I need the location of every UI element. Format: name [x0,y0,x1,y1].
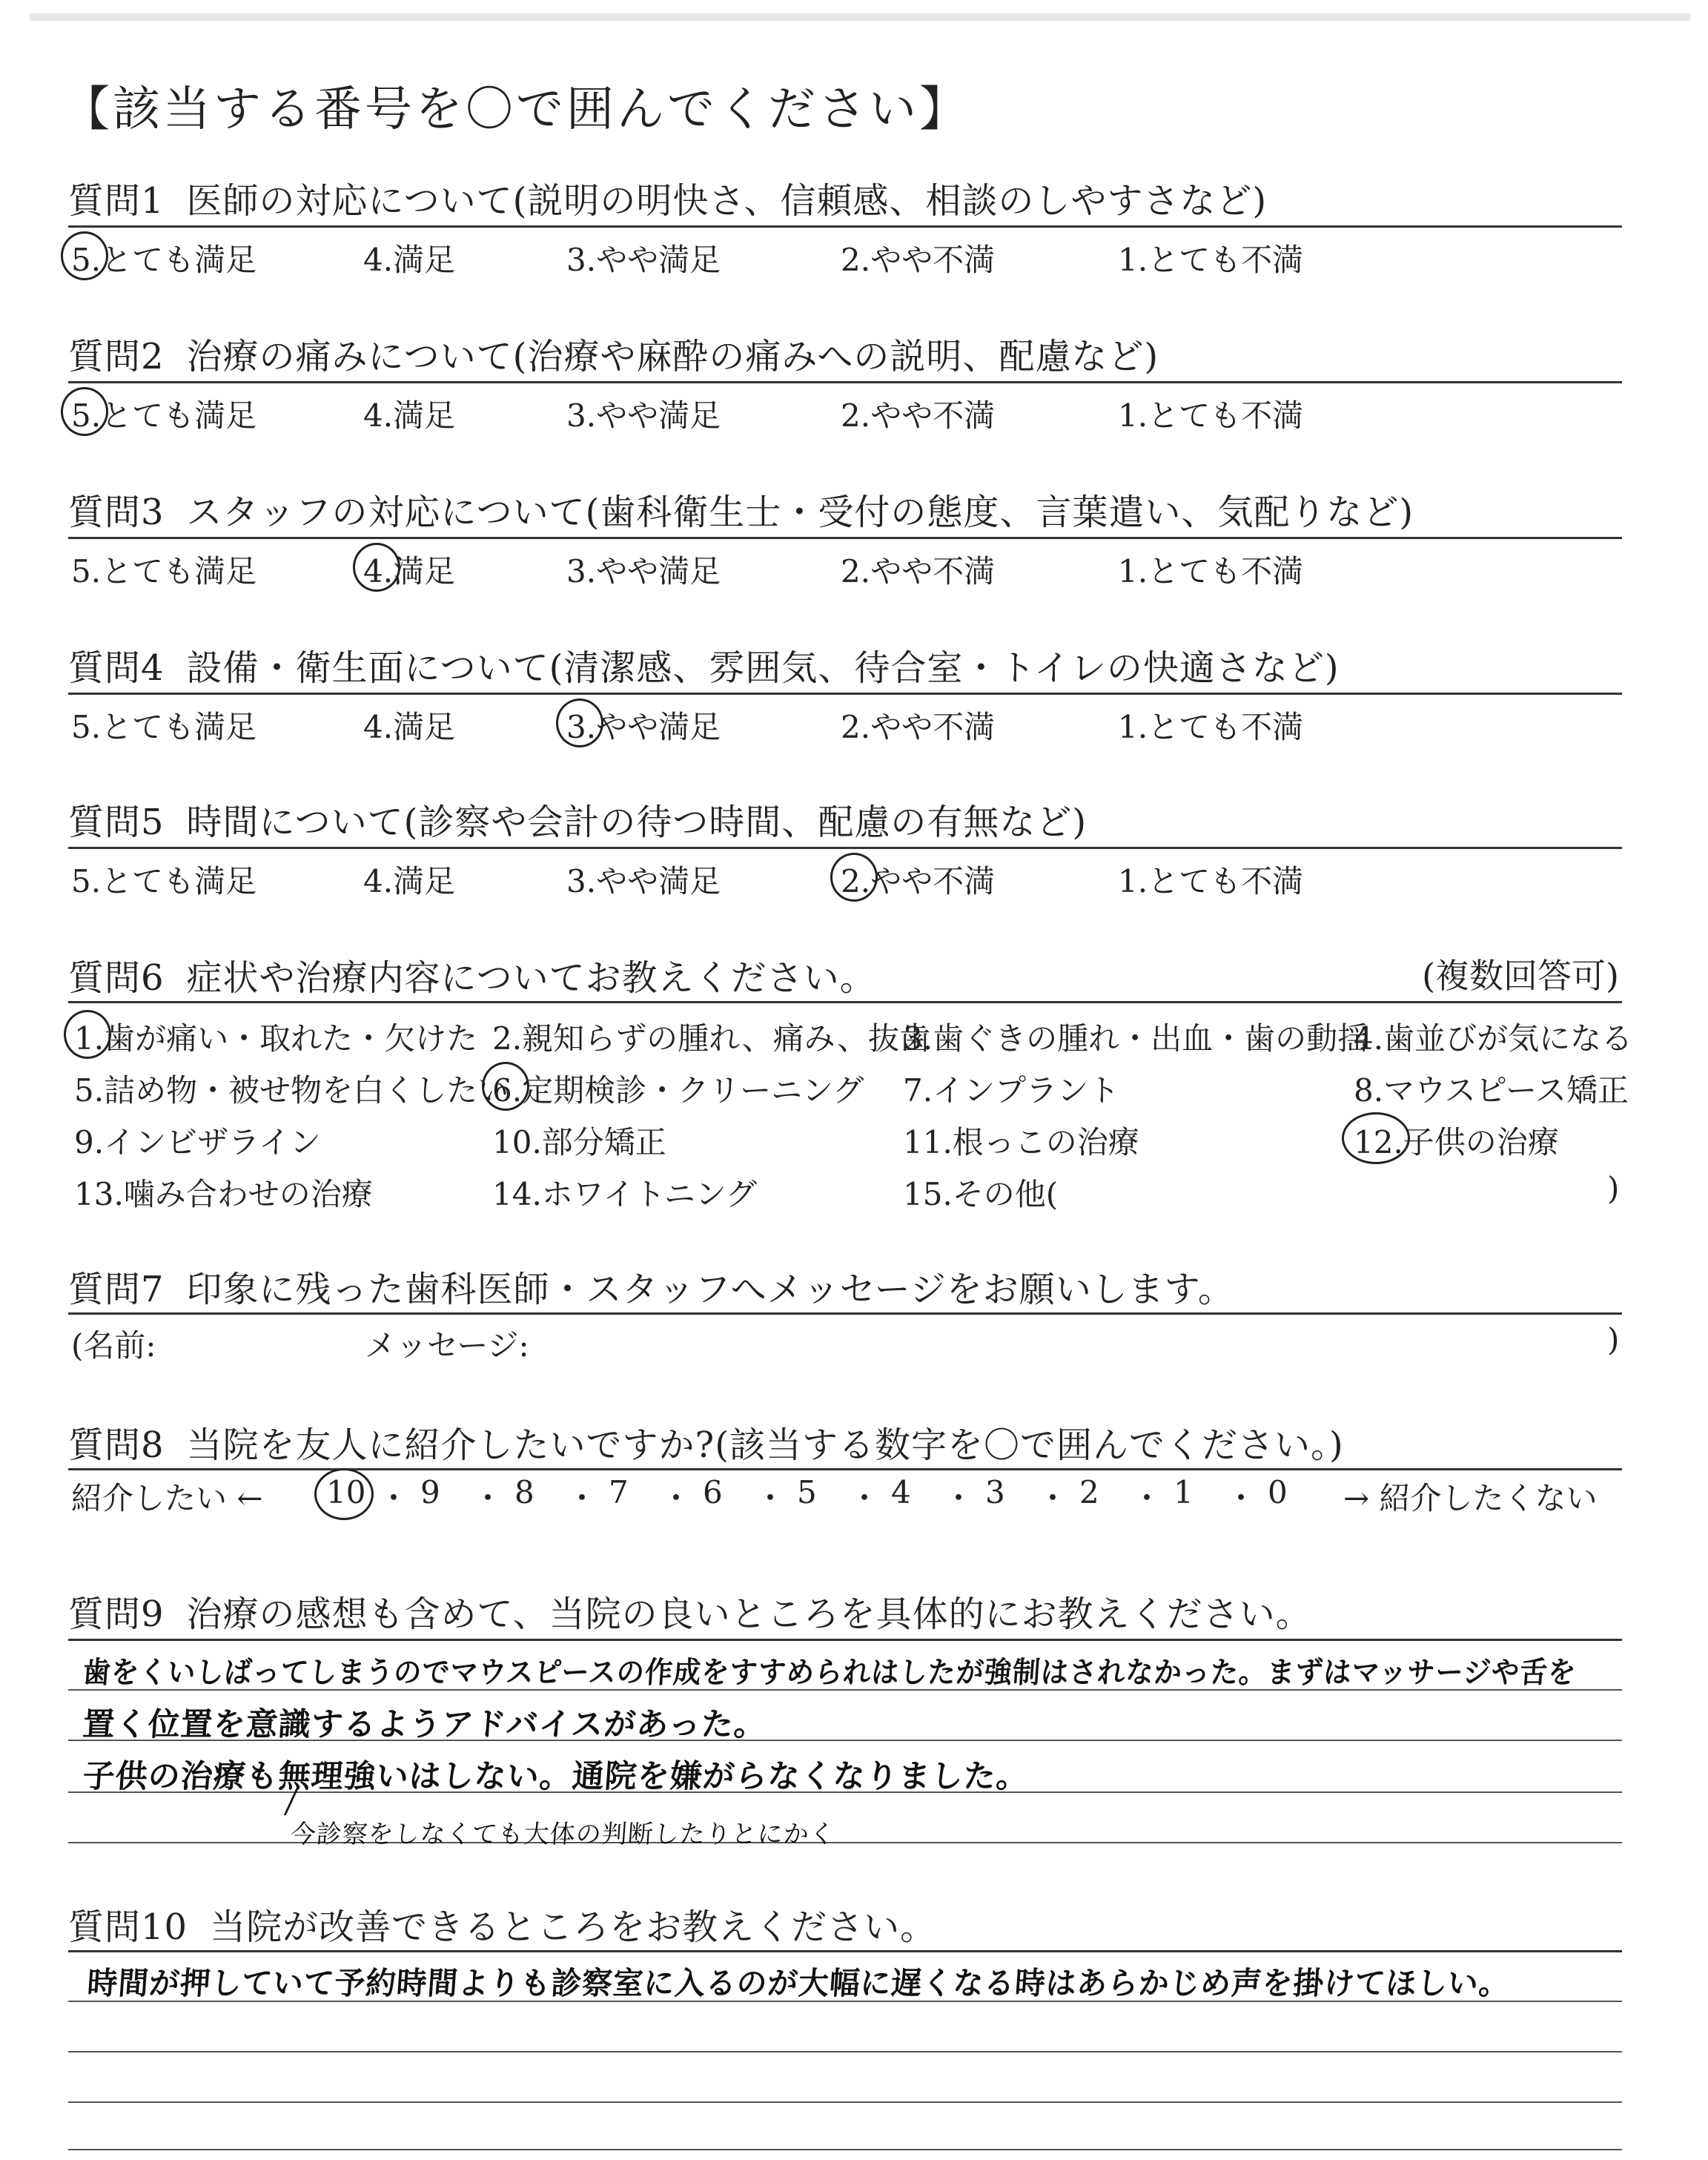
q4-option-4[interactable]: 4.満足 [363,709,456,745]
rule-q4 [68,693,1622,695]
question-10-label: 質問10 [68,1906,188,1948]
q6-item-12[interactable]: 12.子供の治療 [1354,1118,1559,1163]
q1-option-1[interactable]: 1.とても不満 [1118,242,1304,278]
question-7-text: 印象に残った歯科医師・スタッフへメッセージをお願いします。 [186,1269,1234,1310]
scale-separator: ・ [943,1480,975,1516]
question-2 [68,328,1159,379]
q2-option-3[interactable]: 3.やや満足 [566,397,721,434]
q6-item-6[interactable]: 6.定期検診・クリーニング [492,1066,864,1111]
rule-q3 [68,537,1622,539]
q1-option-5[interactable]: 5.とても満足 [71,236,256,280]
q6-item-4[interactable]: 4.歯並びが気になる [1354,1020,1633,1057]
q3-option-3[interactable]: 3.やや満足 [566,553,721,589]
scale-value-1[interactable]: 1 [1174,1474,1194,1510]
q6-item-3[interactable]: 3.歯ぐきの腫れ・出血・歯の動揺 [903,1020,1369,1057]
q6-item-5[interactable]: 5.詰め物・被せ物を白くしたい [74,1072,509,1109]
scale-value-3[interactable]: 3 [985,1474,1005,1510]
q2-option-5[interactable]: 5.とても満足 [71,392,256,436]
question-4-text: 設備・衛生面について(清潔感、雰囲気、待合室・トイレの快適さなど) [186,647,1340,689]
q5-option-2[interactable]: 2.やや不満 [841,857,995,902]
q3-option-5[interactable]: 5.とても満足 [71,553,257,589]
scale-separator: ・ [755,1480,787,1516]
name-field[interactable]: (名前: [71,1327,156,1364]
q5-option-5[interactable]: 5.とても満足 [71,863,257,899]
q7-close-paren: ) [1607,1321,1620,1358]
q2-option-1[interactable]: 1.とても不満 [1118,397,1304,434]
rule-q5 [68,847,1622,849]
scale-value-4[interactable]: 4 [891,1474,911,1510]
rule-q2 [68,381,1622,383]
multiple-answers-note: (複数回答可) [1422,956,1619,996]
q6-item-13[interactable]: 13.噛み合わせの治療 [74,1176,373,1212]
answer-line [68,2051,1622,2052]
question-10 [68,1898,936,1949]
q1-option-4[interactable]: 4.満足 [363,242,456,278]
question-10-text: 当院が改善できるところをお教えください。 [210,1906,937,1948]
recommend-right-label: → 紹介したくない [1343,1480,1598,1516]
question-6-label: 質問6 [68,957,165,999]
scale-value-7[interactable]: 7 [609,1474,629,1510]
rule-q10 [68,1950,1622,1952]
q4-option-3[interactable]: 3.やや満足 [566,703,721,747]
question-3-text: スタッフの対応について(歯科衛生士・受付の態度、言葉遣い、気配りなど) [186,492,1414,533]
q9-answer-line-2: 置く位置を意識するようアドバイスがあった。 [82,1706,768,1743]
scale-value-8[interactable]: 8 [514,1474,534,1510]
scale-separator: ・ [849,1480,881,1516]
question-3 [68,483,1414,535]
answer-line [68,2149,1622,2150]
recommend-left-label: 紹介したい ← [71,1480,263,1516]
scale-separator: ・ [378,1480,410,1516]
scale-separator: ・ [1037,1480,1069,1516]
q3-option-4[interactable]: 4.満足 [363,547,455,592]
q1-option-2[interactable]: 2.やや不満 [841,242,996,278]
q6-item-7[interactable]: 7.インプラント [903,1072,1120,1109]
question-5 [68,793,1087,845]
scale-separator: ・ [661,1480,692,1516]
question-8-text: 当院を友人に紹介したいですか?(該当する数字を〇で囲んでください。) [186,1424,1344,1466]
question-1-label: 質問1 [68,180,165,222]
scale-separator: ・ [1131,1480,1163,1516]
q2-option-4[interactable]: 4.満足 [363,397,456,434]
q9-answer-line-3: 子供の治療も無理強いはしない。通院を嫌がらなくなりました。 [82,1758,1030,1795]
selected-circle [314,1468,374,1520]
q10-answer-line-1: 時間が押していて予約時間よりも診察室に入るのが大幅に遅くなる時はあらかじめ声を掛けてほしい。 [86,1965,1512,2001]
q4-option-1[interactable]: 1.とても不満 [1118,709,1304,745]
q5-option-1[interactable]: 1.とても不満 [1118,863,1304,899]
question-7 [68,1261,1234,1312]
question-2-label: 質問2 [68,336,165,377]
scale-value-2[interactable]: 2 [1079,1474,1099,1510]
question-4-label: 質問4 [68,647,165,689]
question-7-label: 質問7 [68,1269,165,1310]
q2-option-2[interactable]: 2.やや不満 [841,397,996,434]
q4-option-5[interactable]: 5.とても満足 [71,709,257,745]
scale-value-6[interactable]: 6 [703,1474,723,1510]
question-4 [68,639,1340,690]
q6-item-15[interactable]: 15.その他( [903,1176,1059,1212]
q5-option-4[interactable]: 4.満足 [363,863,456,899]
q3-option-2[interactable]: 2.やや不満 [841,553,996,589]
rule-q7 [68,1312,1622,1315]
question-8-label: 質問8 [68,1424,165,1466]
q4-option-2[interactable]: 2.やや不満 [841,709,996,745]
message-field[interactable]: メッセージ: [365,1327,529,1364]
q6-item-11[interactable]: 11.根っこの治療 [903,1124,1139,1160]
page-title: 【該当する番号を〇で囲んでください】 [62,82,970,137]
q6-item-10[interactable]: 10.部分矯正 [492,1124,666,1160]
scale-value-0[interactable]: 0 [1268,1474,1288,1510]
scan-edge [30,13,1690,21]
question-1 [68,172,1267,223]
question-2-text: 治療の痛みについて(治療や麻酔の痛みへの説明、配慮など) [186,336,1159,377]
rule-q9 [68,1639,1622,1641]
question-9-text: 治療の感想も含めて、当院の良いところを具体的にお教えください。 [186,1593,1312,1635]
question-8 [68,1416,1344,1467]
q9-answer-insert: 今診察をしなくても大体の判断したりとにかく [289,1820,837,1849]
q6-item-9[interactable]: 9.インビザライン [74,1124,321,1160]
scale-separator: ・ [566,1480,598,1516]
rule-q6 [68,1001,1622,1003]
q9-answer-line-1: 歯をくいしばってしまうのでマウスピースの作成をすすめられはしたが強制はされなかった。まずはマッサージや舌を [82,1656,1578,1690]
question-5-text: 時間について(診察や会計の待つ時間、配慮の有無など) [186,802,1088,843]
q6-item-14[interactable]: 14.ホワイトニング [492,1176,758,1212]
q6-item-2[interactable]: 2.親知らずの腫れ、痛み、抜歯 [492,1020,931,1057]
scale-value-10[interactable]: 10 [326,1474,365,1510]
answer-line [68,2101,1622,2103]
scale-value-9[interactable]: 9 [420,1474,440,1510]
q3-option-1[interactable]: 1.とても不満 [1118,553,1304,589]
q6-item-1[interactable]: 1.歯が痛い・取れた・欠けた [74,1014,477,1059]
question-6-text: 症状や治療内容についてお教えください。 [186,957,876,999]
rule-q1 [68,225,1622,228]
q1-option-3[interactable]: 3.やや満足 [566,242,721,278]
question-3-label: 質問3 [68,492,165,533]
question-9-label: 質問9 [68,1593,165,1635]
question-9 [68,1585,1312,1636]
q5-option-3[interactable]: 3.やや満足 [566,863,721,899]
q6-item-15-close: ) [1607,1170,1620,1206]
scale-separator: ・ [472,1480,504,1516]
question-6 [68,949,876,1000]
scale-separator: ・ [1225,1480,1257,1516]
question-1-text: 医師の対応について(説明の明快さ、信頼感、相談のしやすさなど) [186,180,1268,222]
rule-q8 [68,1468,1622,1470]
scale-value-5[interactable]: 5 [797,1474,817,1510]
question-5-label: 質問5 [68,802,165,843]
q6-item-8[interactable]: 8.マウスピース矯正 [1354,1072,1629,1109]
